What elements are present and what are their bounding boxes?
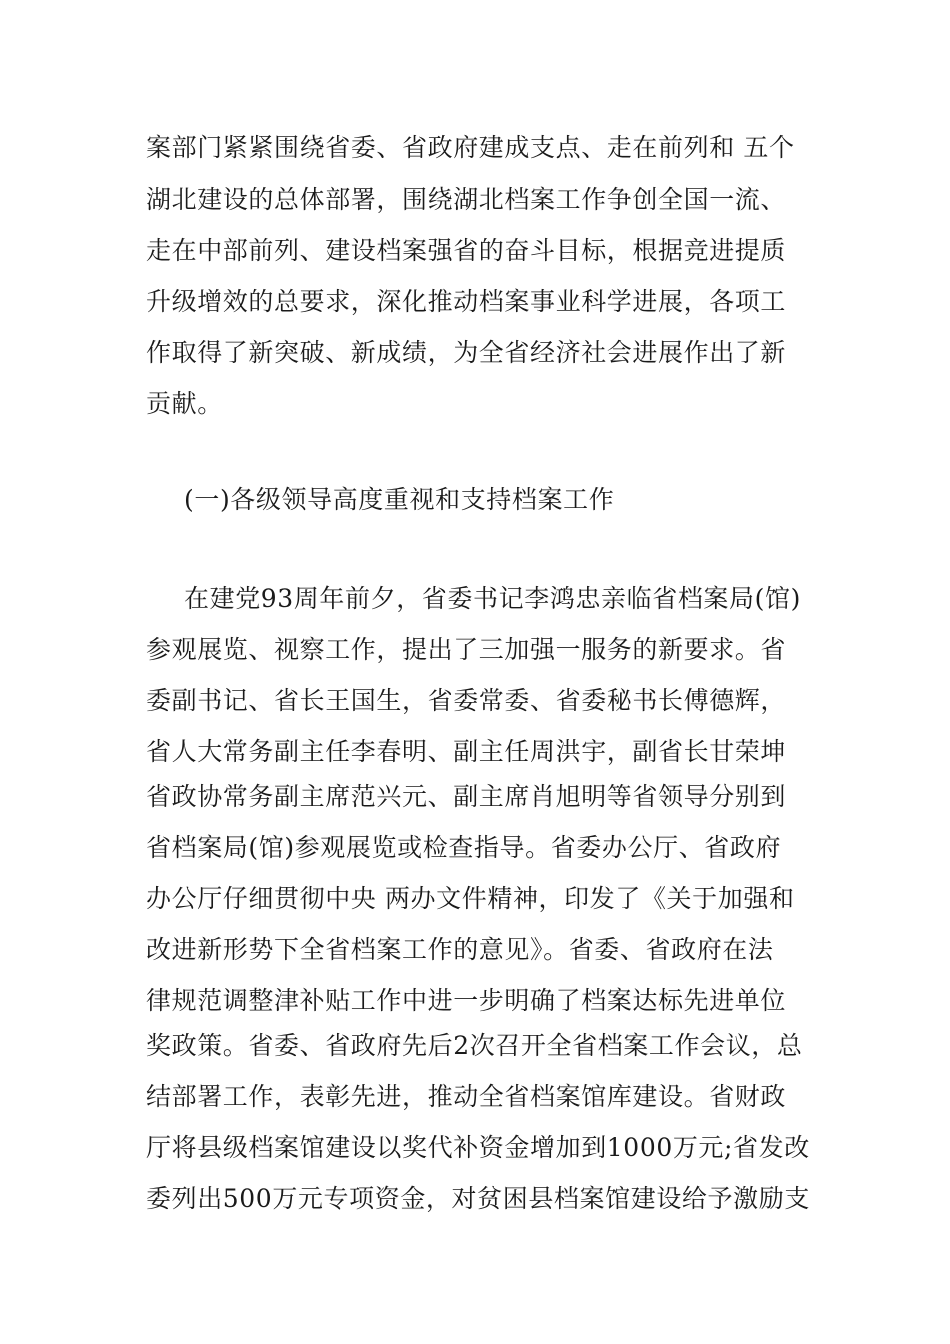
paragraph-line: 湖北建设的总体部署，围绕湖北档案工作争创全国一流、 [146, 185, 787, 214]
paragraph-line: 走在中部前列、建设档案强省的奋斗目标，根据竞进提质 [146, 236, 787, 265]
paragraph-line: 案部门紧紧围绕省委、省政府建成支点、走在前列和 五个 [146, 133, 795, 162]
paragraph-line: 委列出500万元专项资金，对贫困县档案馆建设给予激励支 [146, 1184, 810, 1213]
paragraph-line: 厅将县级档案馆建设以奖代补资金增加到1000万元;省发改 [146, 1133, 810, 1162]
paragraph-line: 办公厅仔细贯彻中央 两办文件精神，印发了《关于加强和 [146, 884, 795, 913]
paragraph-line: 省政协常务副主席范兴元、副主席肖旭明等省领导分别到 [146, 782, 787, 811]
paragraph-line: 结部署工作，表彰先进，推动全省档案馆库建设。省财政 [146, 1082, 787, 1111]
paragraph-line: 升级增效的总要求，深化推动档案事业科学进展，各项工 [146, 287, 787, 316]
section-heading: (一)各级领导高度重视和支持档案工作 [184, 485, 615, 514]
paragraph-line: 参观展览、视察工作，提出了三加强一服务的新要求。省 [146, 635, 787, 664]
paragraph-line: 律规范调整津补贴工作中进一步明确了档案达标先进单位 [146, 986, 787, 1015]
paragraph-line: 改进新形势下全省档案工作的意见》。省委、省政府在法 [146, 935, 774, 964]
paragraph-line: 省档案局(馆)参观展览或检查指导。省委办公厅、省政府 [146, 833, 782, 862]
paragraph-line: 奖政策。省委、省政府先后2次召开全省档案工作会议，总 [146, 1031, 803, 1060]
paragraph-line: 作取得了新突破、新成绩，为全省经济社会进展作出了新 [146, 338, 787, 367]
paragraph-line: 贡献。 [146, 389, 223, 418]
paragraph-line: 委副书记、省长王国生，省委常委、省委秘书长傅德辉， [146, 686, 787, 715]
paragraph-line: 省人大常务副主任李春明、副主任周洪宇，副省长甘荣坤 [146, 737, 787, 766]
paragraph-line: 在建党93周年前夕，省委书记李鸿忠亲临省档案局(馆) [184, 584, 801, 613]
